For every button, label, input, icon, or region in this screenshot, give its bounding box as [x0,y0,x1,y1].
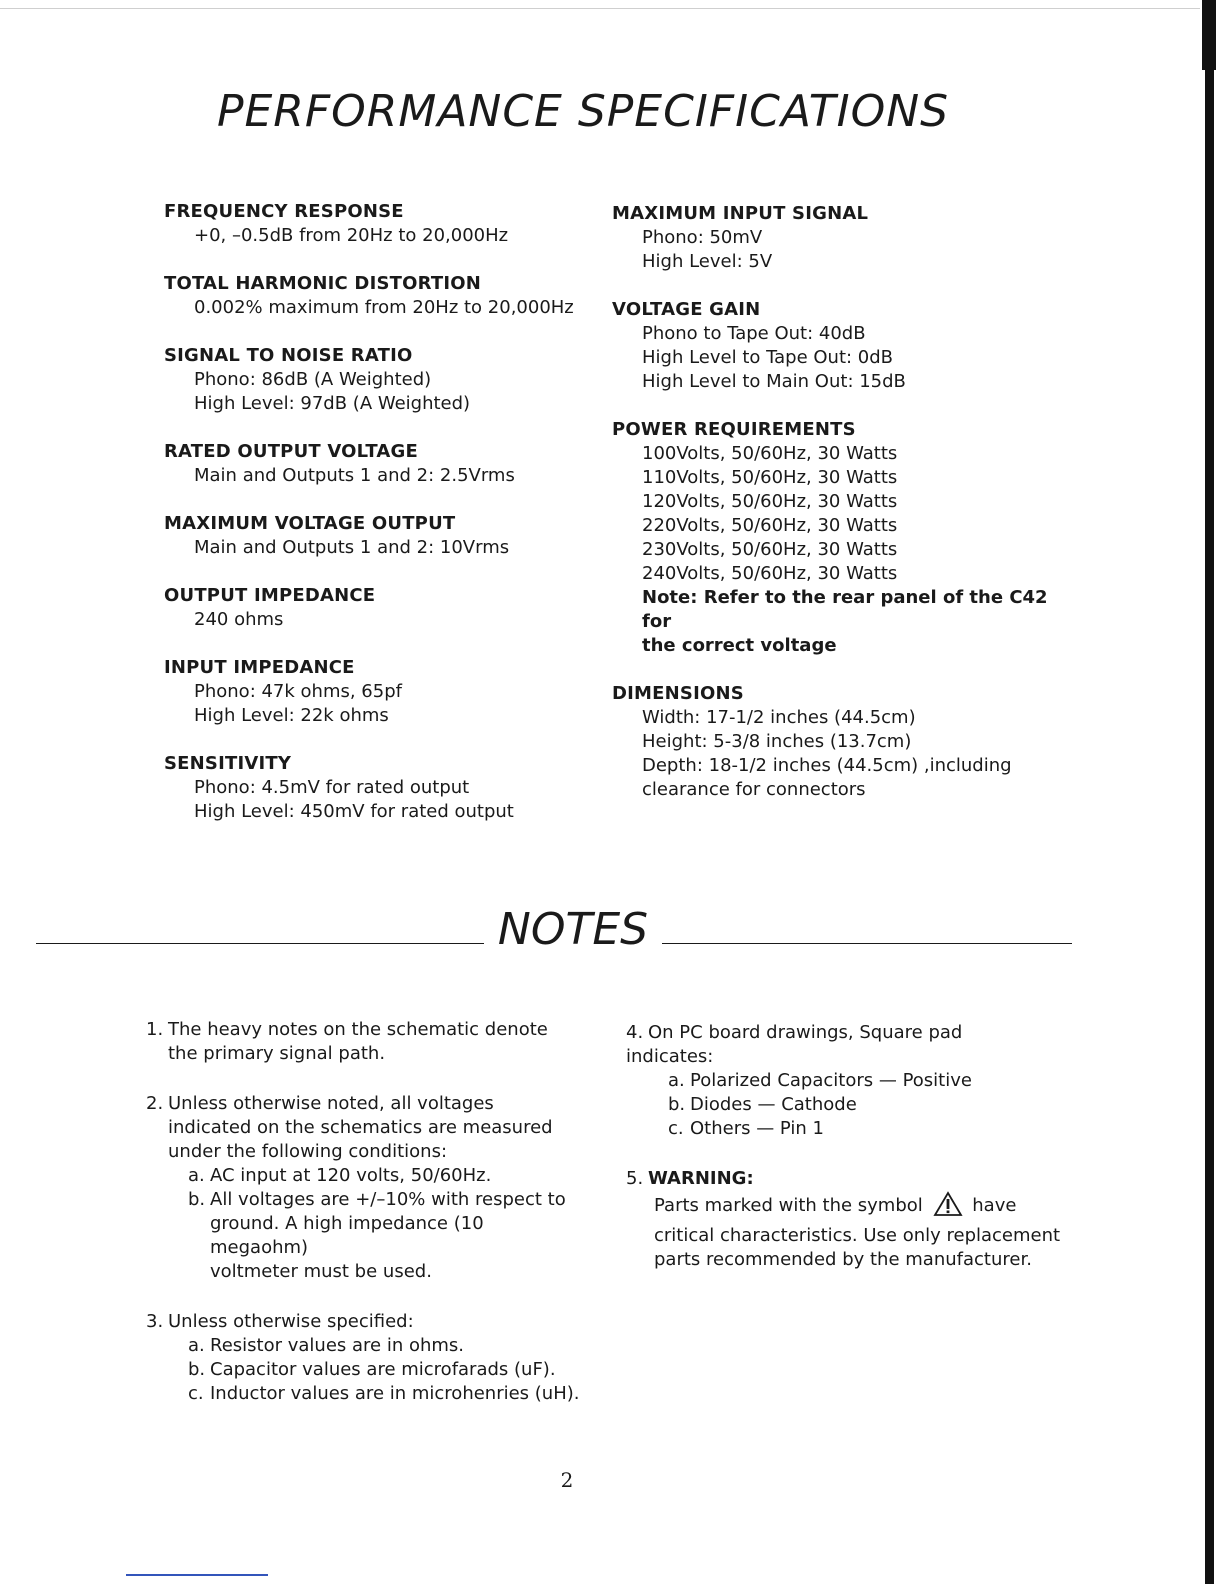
note-sub-item [188,1164,586,1188]
warning-text: Parts marked with the symbol [654,1195,923,1216]
note-text: under the following conditions: [168,1141,448,1162]
spec-value: High Level: 450mV for rated output [194,801,514,822]
spec-power-requirements [612,418,1072,658]
specs-right-column [612,202,1072,826]
sub-item-letter: c. [188,1383,204,1404]
spec-max-input-signal [612,202,1072,274]
note-sub-item [188,1188,586,1284]
spec-value: High Level: 22k ohms [194,705,389,726]
spec-thd [164,272,584,320]
spec-note: Note: Refer to the rear panel of the C42 for [642,587,1048,632]
spec-value: 240 ohms [194,609,284,630]
spec-input-impedance [164,656,584,728]
note-number: 1. [146,1019,164,1040]
spec-rated-output-voltage [164,440,584,488]
spec-note: the correct voltage [642,635,837,656]
scan-bottom-mark [126,1574,268,1576]
sub-item-letter: b. [668,1094,686,1115]
spec-heading: MAXIMUM INPUT SIGNAL [612,203,869,224]
spec-frequency-response [164,200,584,248]
sub-item-letter: c. [668,1118,684,1139]
sub-item-text: Inductor values are in microhenries (uH). [210,1383,580,1404]
page-title: PERFORMANCE SPECIFICATIONS [216,86,950,137]
spec-voltage-gain [612,298,1072,394]
note-3 [146,1310,586,1406]
spec-value: Height: 5-3/8 inches (13.7cm) [642,731,912,752]
sub-item-letter: a. [188,1335,205,1356]
sub-item-text: Capacitor values are microfarads (uF). [210,1359,556,1380]
spec-value: +0, –0.5dB from 20Hz to 20,000Hz [194,225,509,246]
spec-value: 100Volts, 50/60Hz, 30 Watts [642,443,898,464]
warning-text: have [972,1195,1017,1216]
note-2 [146,1092,586,1284]
note-sub-item [668,1069,1066,1093]
note-text: Unless otherwise noted, all voltages [168,1093,494,1114]
note-number: 3. [146,1311,164,1332]
spec-value: High Level to Main Out: 15dB [642,371,906,392]
spec-value: 230Volts, 50/60Hz, 30 Watts [642,539,898,560]
spec-dimensions [612,682,1072,802]
spec-heading: MAXIMUM VOLTAGE OUTPUT [164,513,456,534]
notes-rule-right [662,943,1072,944]
spec-value: High Level: 5V [642,251,773,272]
spec-value: Phono: 86dB (A Weighted) [194,369,432,390]
note-text: the primary signal path. [168,1043,386,1064]
spec-value: Depth: 18-1/2 inches (44.5cm) ,including [642,755,1012,776]
sub-item-letter: b. [188,1189,206,1210]
spec-value: Phono: 50mV [642,227,763,248]
spec-value: 220Volts, 50/60Hz, 30 Watts [642,515,898,536]
spec-value: 0.002% maximum from 20Hz to 20,000Hz [194,297,574,318]
spec-value: High Level to Tape Out: 0dB [642,347,894,368]
note-sub-item [188,1334,586,1358]
spec-output-impedance [164,584,584,632]
spec-heading: SENSITIVITY [164,753,292,774]
notes-rule-left [36,943,484,944]
note-sub-item [668,1093,1066,1117]
note-text: indicated on the schematics are measured [168,1117,553,1138]
spec-value: Main and Outputs 1 and 2: 10Vrms [194,537,510,558]
spec-value: clearance for connectors [642,779,866,800]
sub-item-text: All voltages are +/–10% with respect to [210,1189,566,1210]
spec-heading: VOLTAGE GAIN [612,299,761,320]
spec-value: 110Volts, 50/60Hz, 30 Watts [642,467,898,488]
sub-item-text: Resistor values are in ohms. [210,1335,465,1356]
scan-right-edge [1205,0,1214,1584]
spec-value: Phono to Tape Out: 40dB [642,323,866,344]
sub-item-text: Diodes — Cathode [690,1094,857,1115]
warning-text: critical characteristics. Use only replacement [654,1225,1061,1246]
page-number: 2 [560,1468,574,1492]
note-5 [626,1167,1066,1272]
notes-title: NOTES [497,904,649,955]
spec-max-voltage-output [164,512,584,560]
note-4 [626,1021,1066,1141]
note-sub-item [188,1358,586,1382]
spec-value: 240Volts, 50/60Hz, 30 Watts [642,563,898,584]
note-number: 2. [146,1093,164,1114]
specs-left-column [164,200,584,848]
note-text: The heavy notes on the schematic denote [168,1019,548,1040]
note-sub-item [188,1382,586,1406]
sub-item-text: voltmeter must be used. [210,1261,432,1282]
spec-heading: POWER REQUIREMENTS [612,419,856,440]
spec-value: High Level: 97dB (A Weighted) [194,393,471,414]
spec-heading: RATED OUTPUT VOLTAGE [164,441,419,462]
note-1 [146,1018,586,1066]
sub-item-letter: a. [188,1165,205,1186]
spec-value: Main and Outputs 1 and 2: 2.5Vrms [194,465,515,486]
note-text: indicates: [626,1046,714,1067]
scan-right-edge-top [1202,0,1216,70]
spec-value: Phono: 47k ohms, 65pf [194,681,402,702]
spec-snr [164,344,584,416]
warning-label: WARNING: [648,1168,754,1189]
spec-heading: FREQUENCY RESPONSE [164,201,404,222]
sub-item-text: Others — Pin 1 [690,1118,824,1139]
spec-sensitivity [164,752,584,824]
spec-heading: SIGNAL TO NOISE RATIO [164,345,413,366]
warning-triangle-icon [933,1191,963,1224]
note-number: 4. [626,1022,644,1043]
spec-value: Phono: 4.5mV for rated output [194,777,470,798]
spec-heading: DIMENSIONS [612,683,744,704]
spec-heading: TOTAL HARMONIC DISTORTION [164,273,482,294]
warning-text: parts recommended by the manufacturer. [654,1249,1032,1270]
spec-heading: INPUT IMPEDANCE [164,657,355,678]
note-text: Unless otherwise specified: [168,1311,414,1332]
sub-item-text: ground. A high impedance (10 megaohm) [210,1213,484,1258]
note-sub-item [668,1117,1066,1141]
notes-right-column [626,1021,1066,1298]
spec-value: 120Volts, 50/60Hz, 30 Watts [642,491,898,512]
scan-top-rule [0,8,1200,9]
sub-item-letter: a. [668,1070,685,1091]
sub-item-text: AC input at 120 volts, 50/60Hz. [210,1165,492,1186]
sub-item-letter: b. [188,1359,206,1380]
spec-heading: OUTPUT IMPEDANCE [164,585,376,606]
sub-item-text: Polarized Capacitors — Positive [690,1070,972,1091]
notes-left-column [146,1018,586,1432]
note-text: On PC board drawings, Square pad [648,1022,963,1043]
note-number: 5. [626,1168,644,1189]
spec-value: Width: 17-1/2 inches (44.5cm) [642,707,916,728]
